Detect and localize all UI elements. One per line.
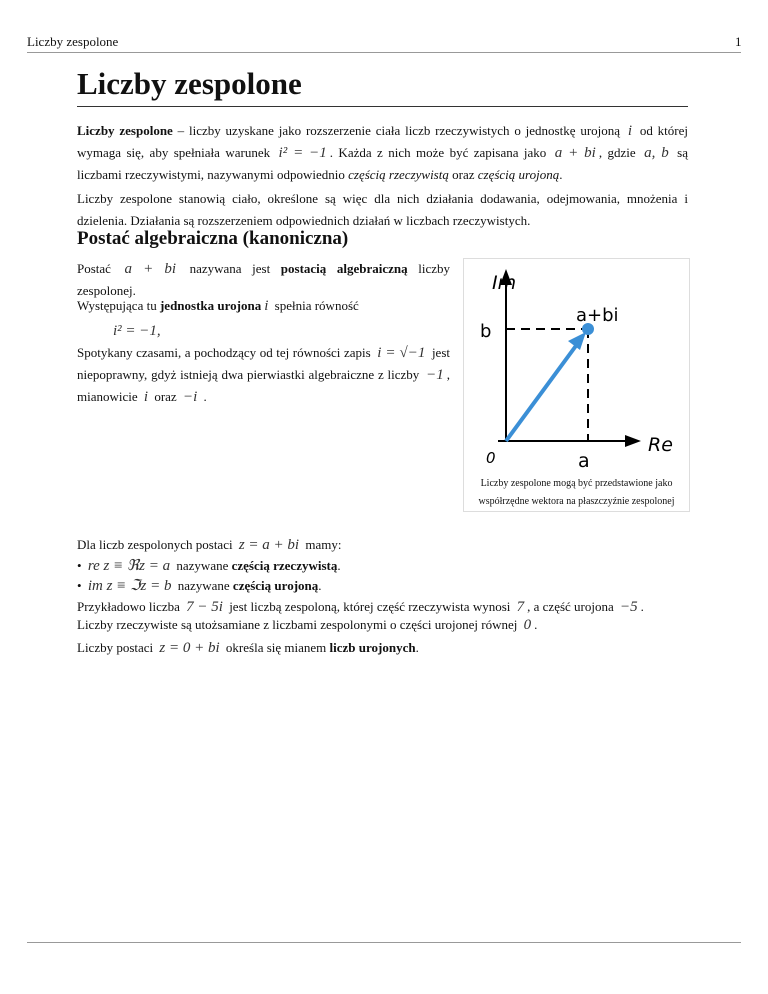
complex-plane-diagram [464,259,689,474]
math: 0 [523,617,532,633]
imaginary-unit-paragraph [77,295,450,317]
term: Liczby zespolone [77,123,173,138]
text: . [534,617,538,632]
section-heading: Postać algebraiczna (kanoniczna) [77,228,349,249]
footer-rule [27,942,741,943]
text: . [559,167,563,182]
math: z = 0 + bi [159,640,220,656]
text: Postać [77,261,122,276]
bold: częścią urojoną [232,578,319,593]
page-title: Liczby zespolone [77,66,302,101]
emph: częścią urojoną [477,167,560,182]
figure-caption [464,475,689,511]
text: , mianowicie [77,367,450,404]
math: i² = −1 [278,145,327,161]
re-label: Re [648,434,673,456]
list-item [77,556,688,576]
list-item [77,576,688,596]
im-label: Im [492,272,517,294]
sqrt-paragraph [77,342,450,408]
text: jest liczbą zespoloną, której część rzeczywista wynosi [225,599,514,614]
intro-paragraph [77,120,688,186]
bold: liczb urojonych [329,640,416,655]
text: Liczby rzeczywiste są utożsamiane z liczbami zespolonymi o części urojonej równej [77,617,521,632]
header-rule [27,52,741,53]
math: a + bi [554,145,596,161]
text: mamy: [302,537,342,552]
caption-line: współrzędne wektora na płaszczyźnie zespolonej [478,496,675,507]
text: Liczby postaci [77,640,157,655]
imaginary-numbers-paragraph [77,637,688,659]
text: oraz [151,389,180,404]
text: . [318,578,322,593]
forms-intro [77,534,688,556]
math: i² = −1, [113,323,161,339]
b-label: b [480,321,492,342]
page-number: 1 [735,34,742,49]
text: określa się mianem [222,640,330,655]
vector-arrow-icon [568,332,586,350]
math: 7 [516,599,525,615]
text: nazywane [173,558,232,573]
text: . Każda z nich może być zapisana jako [329,145,552,160]
bold: częścią rzeczywistą [231,558,338,573]
text: są liczbami rzeczywistymi, nazywanymi odpowiednio [77,145,688,182]
complex-plane-figure [463,258,690,512]
text: Występująca tu [77,298,160,313]
text: Przykładowo liczba [77,599,184,614]
math: −i [182,389,198,405]
text: , a część urojona [527,599,618,614]
text: . [200,389,207,404]
intro-paragraph-2: Liczby zespolone stanowią ciało, określone są więc dla nich działania dodawania, odejmowania, mnożenia i dzielenia. Działania są rozszerzeniem odpowiednich działań w liczbach rzeczywistych. [77,191,688,228]
math: i [264,298,269,314]
text: od której wymaga się, aby spełniała warunek [77,123,688,160]
emph: częścią rzeczywistą [348,167,449,182]
text: . [415,640,419,655]
text: . [337,558,341,573]
equation [110,320,483,342]
re-arrow-icon [625,435,641,447]
bold: jednostka urojona [159,298,262,313]
math: z = a + bi [238,537,300,553]
real-numbers-paragraph [77,614,688,636]
title-rule [77,106,688,107]
point-label: a+bi [576,305,619,326]
math: im z ≡ ℑz = b [87,578,172,594]
text: nazywane [174,578,233,593]
text: nazywana jest [179,261,281,276]
text: oraz [448,167,478,182]
text: Dla liczb zespolonych postaci [77,537,236,552]
vector [506,343,578,441]
math: a, b [644,145,669,161]
math: re z ≡ ℜz = a [87,558,171,574]
math: i [143,389,149,405]
text: . [640,599,644,614]
text: spełnia równość [271,298,359,313]
math: −1 [426,367,444,383]
caption-line: Liczby zespolone mogą być przedstawione jako [480,478,673,489]
math: −5 [620,599,638,615]
text: – liczby uzyskane jako rozszerzenie ciała liczb rzeczywistych o jednostkę urojoną [172,123,625,138]
origin-label: 0 [486,449,496,467]
text: Spotykany czasami, a pochodzący od tej równości zapis [77,345,375,360]
running-title: Liczby zespolone [27,34,119,49]
math: i [627,123,633,139]
text: liczby zespolonej. [77,261,450,298]
forms-list [77,556,688,596]
math: 7 − 5i [186,599,223,615]
text: , gdzie [598,145,642,160]
math: a + bi [124,261,176,277]
bold: postacią algebraiczną [280,261,408,276]
math: i = √−1 [377,345,426,361]
text: jest niepoprawny, gdyż istnieją dwa pierwiastki algebraiczne z liczby [77,345,450,382]
a-label: a [578,450,590,472]
